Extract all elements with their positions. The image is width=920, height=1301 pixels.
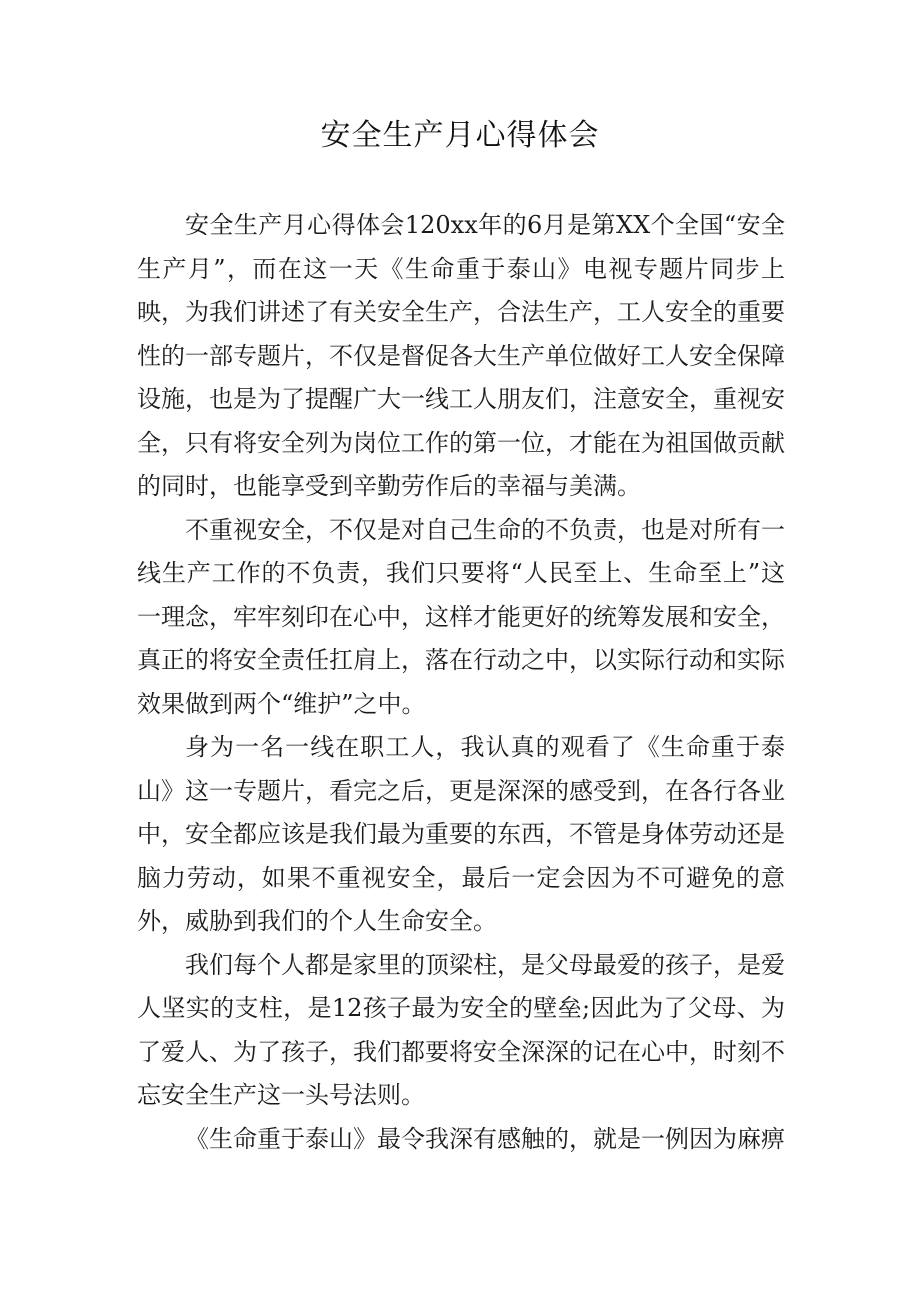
document-body	[137, 204, 785, 1161]
paragraph-5: 《生命重于泰山》最令我深有感触的，就是一例因为麻痹	[185, 1124, 785, 1153]
paragraph-3: 身为一名一线在职工人，我认真的观看了《生命重于泰山》这一专题片，看完之后，更是深深的感受到，在各行各业中，安全都应该是我们最为重要的东西，不管是身体劳动还是脑力劳动，如果不重视安全，最后一定会因为不可避免的意外，威胁到我们的个人生命安全。	[137, 733, 785, 935]
paragraph-1: 安全生产月心得体会120xx年的6月是第XX个全国“安全生产月”，而在这一天《生命重于泰山》电视专题片同步上映，为我们讲述了有关安全生产，合法生产，工人安全的重要性的一部专题片，不仅是督促各大生产单位做好工人安全保障设施，也是为了提醒广大一线工人朋友们，注意安全，重视安全，只有将安全列为岗位工作的第一位，才能在为祖国做贡献的同时，也能享受到辛勤劳作后的幸福与美满。	[137, 211, 785, 500]
paragraph-2: 不重视安全，不仅是对自己生命的不负责，也是对所有一线生产工作的不负责，我们只要将“人民至上、生命至上”这一理念，牢牢刻印在心中，这样才能更好的统筹发展和安全，真正的将安全责任扛肩上，落在行动之中，以实际行动和实际效果做到两个“维护”之中。	[137, 515, 785, 718]
document-title: 安全生产月心得体会	[320, 118, 600, 153]
paragraph-4: 我们每个人都是家里的顶梁柱，是父母最爱的孩子，是爱人坚实的支柱，是12孩子最为安全的壁垒;因此为了父母、为了爱人、为了孩子，我们都要将安全深深的记在心中，时刻不忘安全生产这一头号法则。	[137, 950, 785, 1109]
